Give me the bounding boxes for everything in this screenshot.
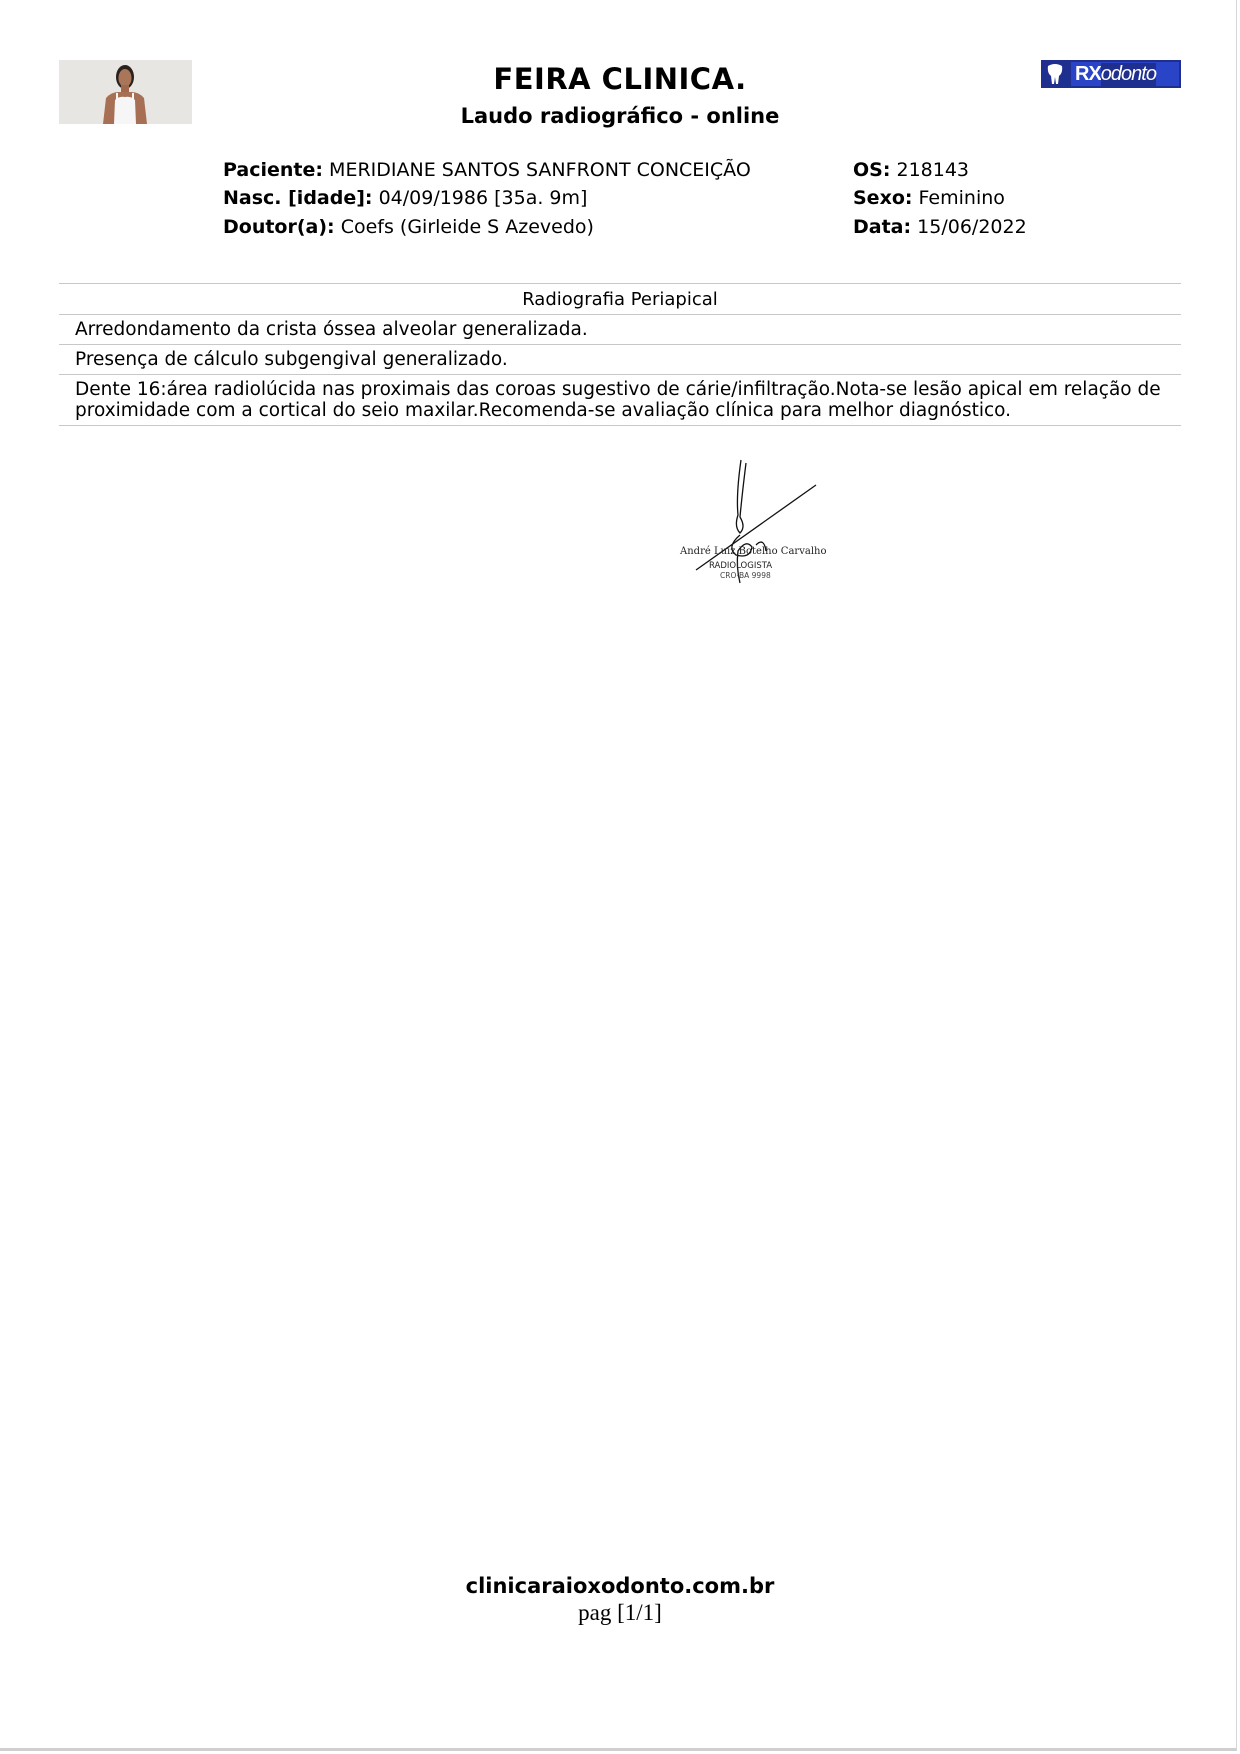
report-title: Laudo radiográfico - online (460, 104, 780, 128)
report-section (59, 283, 1181, 426)
date-label: Data: (853, 216, 912, 238)
radiologist-signature (676, 455, 836, 595)
doctor-row (223, 213, 594, 241)
birth-label: Nasc. [idade]: (223, 187, 373, 209)
logo-odonto-text: odonto (1100, 62, 1156, 85)
page-number: pag [1/1] (578, 1600, 662, 1625)
sex-label: Sexo: (853, 187, 913, 209)
birth-value: 04/09/1986 [35a. 9m] (378, 187, 588, 209)
doctor-label: Doutor(a): (223, 216, 335, 238)
birth-row (223, 184, 587, 212)
exam-type-heading: Radiografia Periapical (59, 283, 1181, 315)
os-row (853, 156, 969, 184)
clinic-website: clinicaraioxodonto.com.br (465, 1574, 775, 1598)
clinic-name: FEIRA CLINICA. (493, 62, 747, 96)
patient-name: MERIDIANE SANTOS SANFRONT CONCEIÇÃO (329, 159, 751, 181)
date-row (853, 213, 1027, 241)
logo-rx-text: RX (1075, 62, 1101, 85)
os-label: OS: (853, 159, 891, 181)
doctor-value: Coefs (Girleide S Azevedo) (340, 216, 594, 238)
date-value: 15/06/2022 (917, 216, 1027, 238)
signature-registry: CRO-BA 9998 (720, 571, 771, 580)
patient-name-label: Paciente: (223, 159, 323, 181)
finding-item: Arredondamento da crista óssea alveolar generalizada. (59, 315, 1181, 345)
patient-name-row (223, 156, 751, 184)
sex-row (853, 184, 1005, 212)
os-value: 218143 (896, 159, 970, 181)
signature-role: RADIOLOGISTA (709, 561, 773, 571)
finding-item: Dente 16:área radiolúcida nas proximais das coroas sugestivo de cárie/infiltração.Nota-se lesão apical em relação de proximidade com a cortical do seio maxilar.Recomenda-se avaliação clínica para melhor diagnóstico. (59, 375, 1181, 426)
sex-value: Feminino (918, 187, 1005, 209)
signature-name: André Luiz Botelho Carvalho (680, 546, 827, 557)
finding-item: Presença de cálculo subgengival generalizado. (59, 345, 1181, 375)
